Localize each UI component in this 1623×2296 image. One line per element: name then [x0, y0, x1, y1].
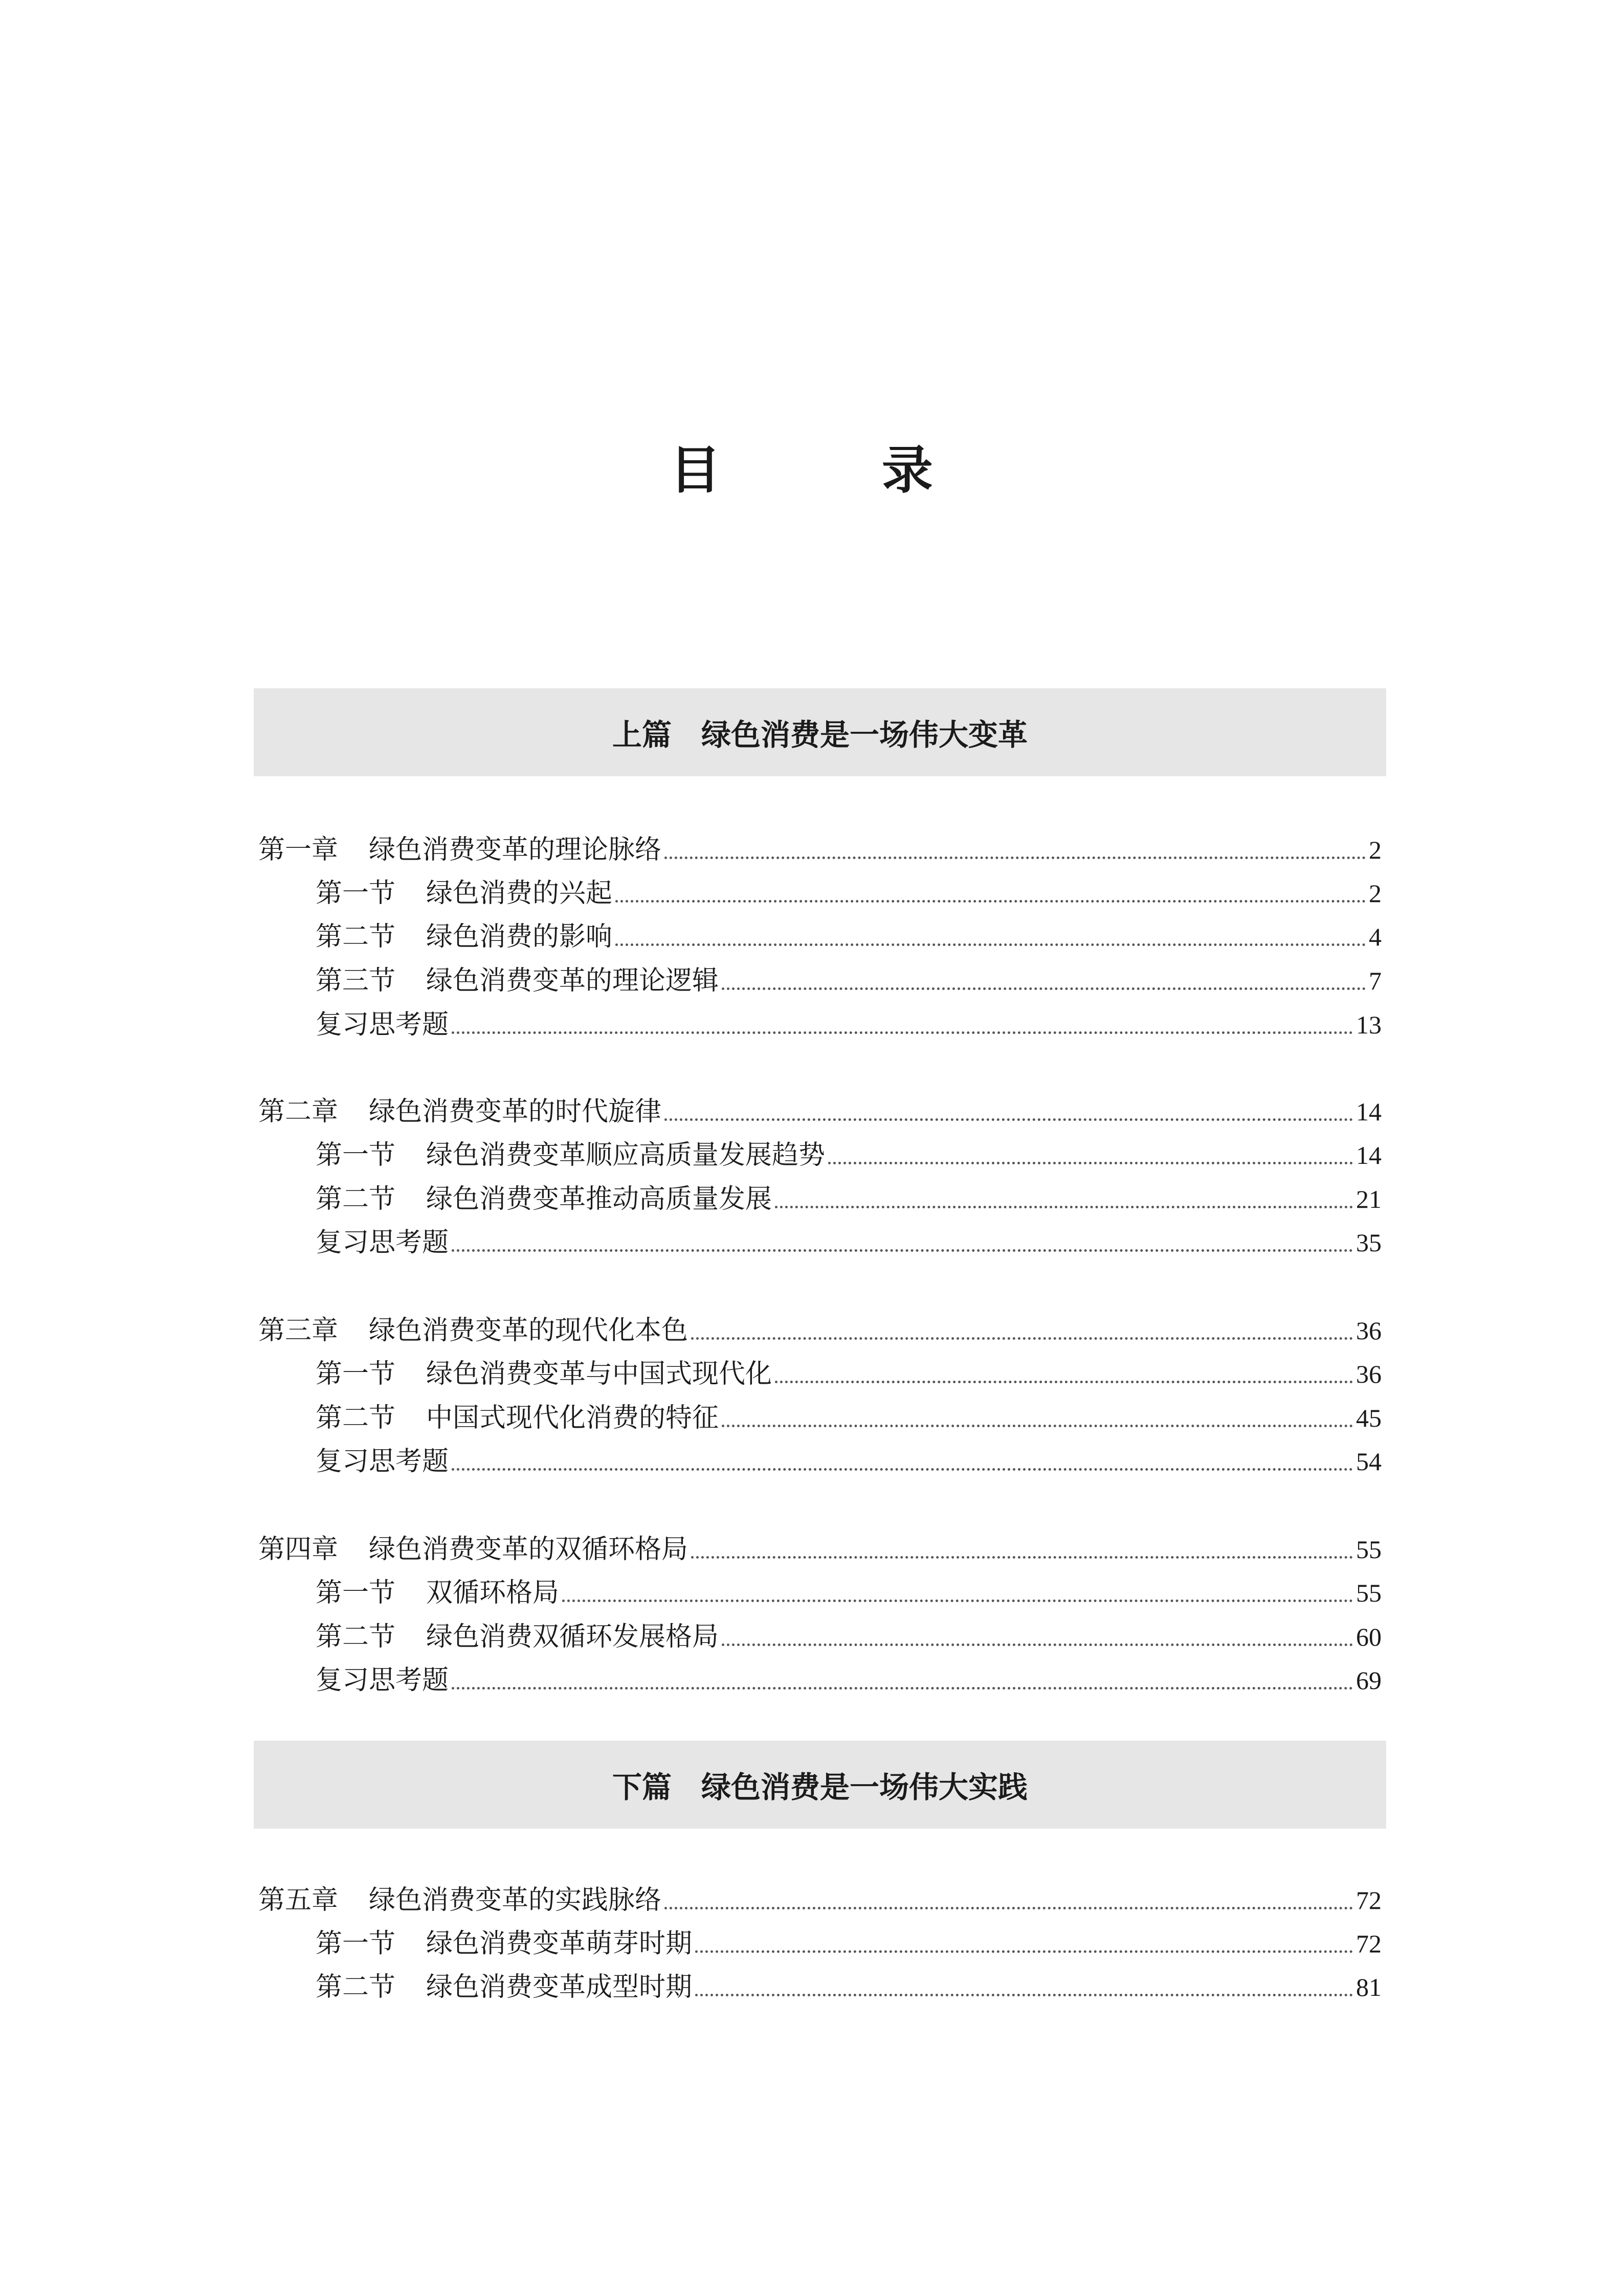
- dot-leader: [615, 943, 1366, 946]
- toc-entry-review[interactable]: [258, 997, 1382, 1041]
- dot-leader: [695, 1950, 1353, 1953]
- part-banner-upper: [254, 688, 1386, 776]
- toc-entry-number: 第一节: [316, 1928, 396, 1959]
- toc-entry-title: 中国式现代化消费的特征: [426, 1403, 719, 1433]
- toc-entry-section[interactable]: [258, 909, 1382, 953]
- toc-entry-title: 复习思考题: [316, 1009, 449, 1040]
- part-title: 绿色消费是一场伟大实践: [701, 1770, 1028, 1805]
- toc-entry-page-number: 72: [1356, 1929, 1382, 1958]
- toc-entry-page-number: 2: [1369, 879, 1382, 908]
- toc-entry-page-number: 14: [1356, 1141, 1382, 1169]
- toc-entry-section[interactable]: [258, 1346, 1382, 1390]
- toc-entry-review[interactable]: [258, 1215, 1382, 1259]
- dot-leader: [828, 1162, 1353, 1164]
- toc-entry-number: 第二节: [316, 1622, 396, 1652]
- toc-entry-number: 第一节: [316, 1578, 396, 1608]
- part-title: 绿色消费是一场伟大变革: [701, 717, 1028, 752]
- toc-entry-title: 绿色消费变革的现代化本色: [369, 1315, 688, 1346]
- toc-entry-number: 第三节: [316, 965, 396, 996]
- dot-leader: [722, 987, 1366, 990]
- toc-entry-page-number: 54: [1356, 1447, 1382, 1476]
- dot-leader: [691, 1556, 1353, 1559]
- toc-entry-title: 绿色消费变革的实践脉络: [369, 1885, 662, 1916]
- toc-entry-review[interactable]: [258, 1653, 1382, 1697]
- dot-leader: [452, 1031, 1353, 1034]
- dot-leader: [615, 900, 1366, 903]
- dot-leader: [722, 1644, 1353, 1646]
- toc-entry-title: 绿色消费的兴起: [426, 878, 613, 909]
- toc-entry-page-number: 4: [1369, 922, 1382, 951]
- toc-entry-number: 第二节: [316, 1972, 396, 2002]
- toc-entry-page-number: 14: [1356, 1097, 1382, 1126]
- toc-entry-chapter[interactable]: [258, 822, 1382, 866]
- toc-entry-section[interactable]: [258, 866, 1382, 910]
- toc-entry-page-number: 21: [1356, 1185, 1382, 1213]
- toc-entry-title: 复习思考题: [316, 1665, 449, 1696]
- toc-entry-page-number: 55: [1356, 1535, 1382, 1564]
- toc-entry-number: 第一节: [316, 1140, 396, 1170]
- toc-entry-chapter[interactable]: [258, 1522, 1382, 1566]
- toc-entry-number: 第二节: [316, 921, 396, 952]
- toc-entry-chapter[interactable]: [258, 1084, 1382, 1128]
- toc-entry-title: 绿色消费的影响: [426, 921, 613, 952]
- toc-entry-title: 绿色消费变革与中国式现代化: [426, 1359, 772, 1389]
- toc-entry-page-number: 45: [1356, 1404, 1382, 1432]
- dot-leader: [664, 1907, 1353, 1909]
- dot-leader: [775, 1381, 1353, 1383]
- dot-leader: [562, 1600, 1353, 1602]
- toc-entry-page-number: 60: [1356, 1623, 1382, 1651]
- toc-entry-section[interactable]: [258, 1916, 1382, 1960]
- dot-leader: [695, 1994, 1353, 1996]
- toc-entry-page-number: 7: [1369, 966, 1382, 995]
- toc-entry-title: 绿色消费变革的时代旋律: [369, 1096, 662, 1127]
- toc-entry-page-number: 35: [1356, 1228, 1382, 1257]
- toc-entry-page-number: 13: [1356, 1010, 1382, 1039]
- dot-leader: [664, 857, 1366, 859]
- dot-leader: [775, 1206, 1353, 1208]
- toc-entry-title: 复习思考题: [316, 1227, 449, 1258]
- toc-entry-number: 第四章: [258, 1534, 339, 1565]
- dot-leader: [452, 1687, 1353, 1690]
- part-banner-lower: [254, 1741, 1386, 1829]
- toc-entry-title: 绿色消费变革推动高质量发展: [426, 1184, 772, 1214]
- toc-entry-title: 绿色消费变革的理论逻辑: [426, 965, 719, 996]
- dot-leader: [452, 1249, 1353, 1252]
- toc-entry-title: 绿色消费变革的理论脉络: [369, 835, 662, 865]
- toc-entry-chapter[interactable]: [258, 1303, 1382, 1347]
- toc-entry-number: 第一节: [316, 878, 396, 909]
- toc-entry-title: 双循环格局: [426, 1578, 560, 1608]
- toc-entry-section[interactable]: [258, 953, 1382, 997]
- toc-entry-number: 第二节: [316, 1403, 396, 1433]
- toc-entry-number: 第一节: [316, 1359, 396, 1389]
- toc-entry-section[interactable]: [258, 1172, 1382, 1215]
- toc-entry-number: 第二章: [258, 1096, 339, 1127]
- toc-entry-section[interactable]: [258, 1609, 1382, 1653]
- toc-entry-title: 复习思考题: [316, 1446, 449, 1477]
- toc-entry-title: 绿色消费变革顺应高质量发展趋势: [426, 1140, 826, 1170]
- toc-entry-section[interactable]: [258, 1565, 1382, 1609]
- toc-entry-title: 绿色消费变革成型时期: [426, 1972, 693, 2002]
- toc-entry-title: 绿色消费变革的双循环格局: [369, 1534, 688, 1565]
- dot-leader: [664, 1118, 1353, 1121]
- toc-entry-page-number: 2: [1369, 836, 1382, 864]
- toc-entry-number: 第三章: [258, 1315, 339, 1346]
- dot-leader: [691, 1337, 1353, 1340]
- toc-entry-page-number: 69: [1356, 1666, 1382, 1695]
- toc-entry-number: 第二节: [316, 1184, 396, 1214]
- toc-entry-section[interactable]: [258, 1390, 1382, 1434]
- toc-entry-chapter[interactable]: [258, 1873, 1382, 1917]
- part-label: 下篇: [612, 1770, 672, 1805]
- toc-entry-number: 第一章: [258, 835, 339, 865]
- toc-entry-title: 绿色消费变革萌芽时期: [426, 1928, 693, 1959]
- toc-entry-page-number: 55: [1356, 1579, 1382, 1607]
- page-title: 目 录: [670, 440, 1005, 500]
- toc-entry-page-number: 36: [1356, 1360, 1382, 1388]
- dot-leader: [722, 1425, 1353, 1427]
- toc-entry-title: 绿色消费双循环发展格局: [426, 1622, 719, 1652]
- toc-entry-section[interactable]: [258, 1128, 1382, 1172]
- dot-leader: [452, 1468, 1353, 1471]
- toc-entry-page-number: 72: [1356, 1886, 1382, 1915]
- toc-entry-page-number: 36: [1356, 1316, 1382, 1345]
- toc-entry-review[interactable]: [258, 1434, 1382, 1478]
- toc-entry-section[interactable]: [258, 1960, 1382, 2004]
- part-label: 上篇: [612, 717, 672, 752]
- toc-entry-page-number: 81: [1356, 1973, 1382, 2001]
- toc-entry-number: 第五章: [258, 1885, 339, 1916]
